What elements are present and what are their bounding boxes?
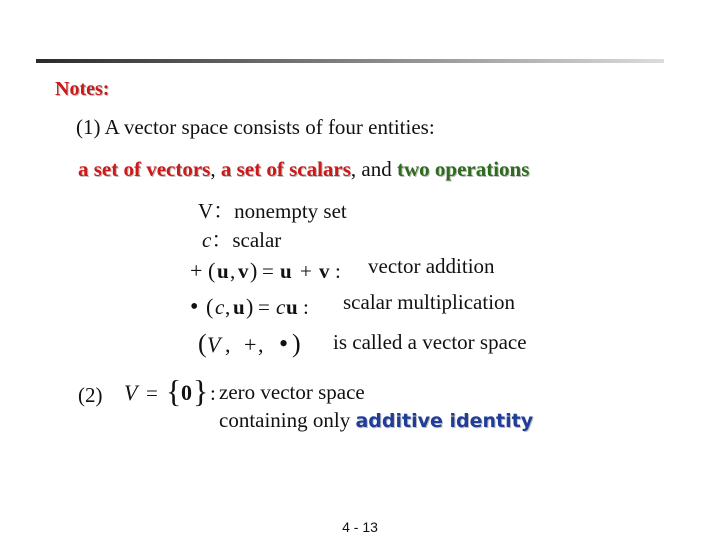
mult-comma: , <box>225 295 231 319</box>
page-number: 4 - 13 <box>342 519 378 535</box>
mult-result-c: c <box>276 295 286 319</box>
definition-c <box>202 224 281 254</box>
vector-space-label: is called a vector space <box>333 330 527 354</box>
zero-space-line-2 <box>219 408 533 433</box>
entity-scalars: a set of scalars <box>220 157 351 181</box>
addition-equals: = <box>262 259 274 283</box>
vector-space-tuple <box>196 326 316 362</box>
zero-space-line-1: zero vector space <box>219 380 365 404</box>
scalar-multiplication-formula <box>188 290 338 324</box>
zero-space-line-2-prefix: containing only <box>219 408 356 432</box>
tuple-v: V <box>207 332 221 357</box>
addition-u: u <box>217 259 229 283</box>
zero-space-formula <box>122 372 222 412</box>
additive-identity-highlight: additive identity <box>355 410 534 432</box>
entity-operations: two operations <box>397 157 530 181</box>
definition-v-colon: ： <box>213 199 235 223</box>
tuple-comma-1: , <box>225 332 231 357</box>
tuple-lparen: ( <box>198 329 207 358</box>
addition-colon: : <box>335 259 341 283</box>
tuple-rparen: ) <box>292 329 301 358</box>
zero-space-lbrace: { <box>166 373 182 409</box>
mult-result-u: u <box>286 295 298 319</box>
mult-equals: = <box>258 295 270 319</box>
mult-operator: • <box>190 294 199 320</box>
addition-lhs-u: u <box>280 259 292 283</box>
mult-c: c <box>215 295 225 319</box>
tuple-plus: + <box>244 332 257 357</box>
definition-v <box>198 195 347 225</box>
addition-rparen: ) <box>250 258 258 283</box>
notes-heading: Notes: <box>55 78 110 100</box>
addition-lparen: ( <box>208 258 216 283</box>
zero-space-rbrace: } <box>193 373 209 409</box>
vector-addition-formula <box>188 254 358 288</box>
scalar-multiplication-label: scalar multiplication <box>343 290 516 314</box>
entities-line <box>78 157 529 182</box>
definition-c-colon: ： <box>211 228 233 252</box>
zero-space-v: V <box>124 380 138 405</box>
item-1-text: (1) A vector space consists of four entities: <box>76 115 435 139</box>
item-2-number: (2) <box>78 383 103 407</box>
mult-lparen: ( <box>206 294 214 319</box>
tuple-dot: • <box>279 329 289 358</box>
addition-plus: + <box>300 259 312 283</box>
addition-v: v <box>238 259 249 283</box>
addition-operator: + <box>190 258 203 283</box>
zero-space-colon: : <box>210 381 216 405</box>
definition-v-symbol: V <box>198 199 214 223</box>
entity-separator-2: , and <box>350 157 397 181</box>
title-rule <box>36 59 664 63</box>
entity-vectors: a set of vectors <box>78 157 211 181</box>
zero-space-equals: = <box>146 381 158 405</box>
definition-c-text: scalar <box>232 228 282 252</box>
vector-addition-label: vector addition <box>368 254 495 278</box>
mult-rparen: ) <box>246 294 254 319</box>
definition-c-symbol: c <box>202 228 212 252</box>
tuple-comma-2: , <box>258 332 264 357</box>
addition-rhs-v: v <box>319 259 330 283</box>
addition-comma: , <box>230 259 236 283</box>
definition-v-text: nonempty set <box>234 199 347 223</box>
mult-u: u <box>233 295 245 319</box>
zero-vector: 0 <box>181 380 192 405</box>
mult-colon: : <box>303 295 309 319</box>
entity-separator-1: , <box>210 157 221 181</box>
